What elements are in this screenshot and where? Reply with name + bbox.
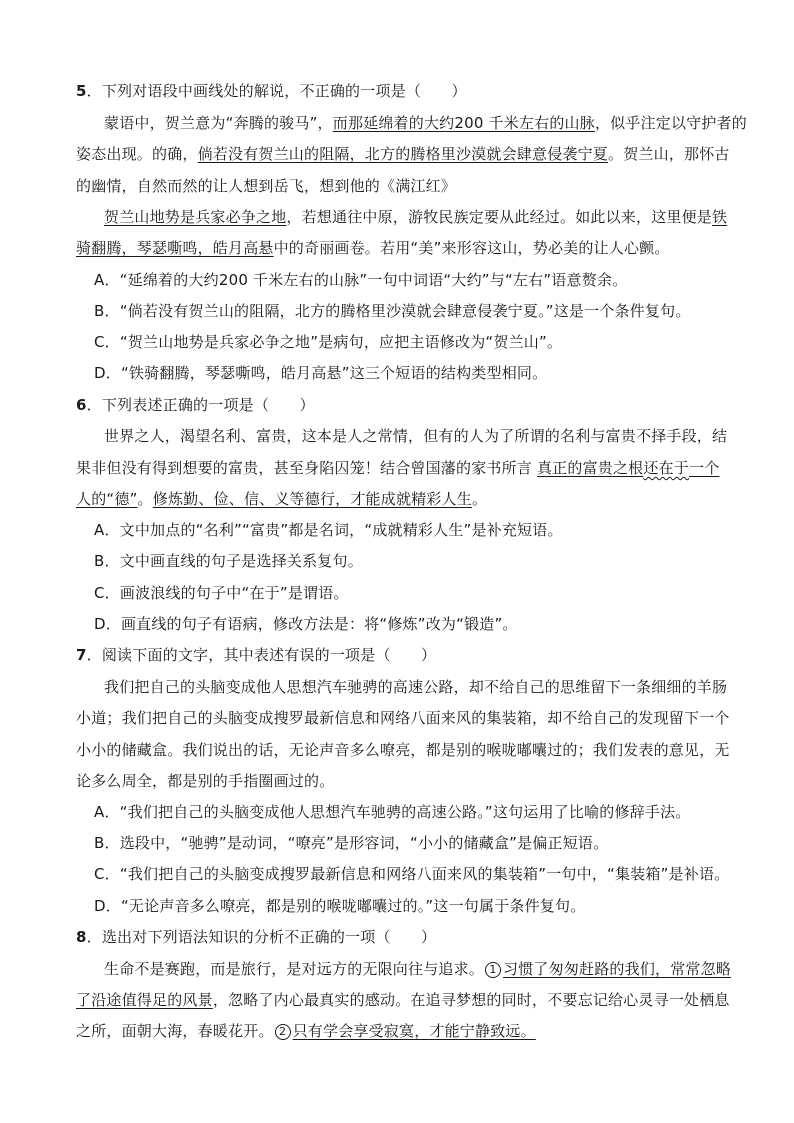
passage-line [76,990,730,1010]
passage-text: 的幽情，自然而然的让人想到岳飞，想到他的《满江红》 [76,177,457,195]
option-d: D．“铁骑翻腾，琴瑟嘶鸣，皓月高悬”这三个短语的结构类型相同。 [94,364,548,382]
passage-line [76,144,730,164]
question-8-stem [76,927,436,947]
passage-text: 中的奇丽画卷。若用“美”来形容这山，势必美的让人心颤。 [273,239,670,257]
option-a: A．“延绵着的大约200 千米左右的山脉”一句中词语“大约”与“左右”语意赘余。 [94,271,628,289]
passage-text: 。 [471,490,488,508]
option-d: D．“无论声音多么嘹亮，都是别的喉咙嘟囔过的。”这一句属于条件复句。 [94,897,586,915]
passage-line [104,207,727,227]
underlined-text: 骑翻腾，琴瑟嘶鸣，皓月高悬 [76,239,274,257]
option-b: B．选段中，“驰骋”是动词，“嘹亮”是形容词，“小小的储藏盒”是偏正短语。 [94,834,609,852]
option-b: B．“倘若没有贺兰山的阻隔，北方的腾格里沙漠就会肆意侵袭宁夏。”这是一个条件复句。 [94,302,691,320]
option-a: A．“我们把自己的头脑变成他人思想汽车驰骋的高速公路。”这句运用了比喻的修辞手法。 [94,803,691,821]
passage-text: 之所，面朝大海，春暖花开。 [76,1022,274,1040]
passage-line [76,176,456,196]
passage-text: 蒙语中，贺兰意为“奔腾的骏马”， [104,114,333,132]
underlined-text: 习惯了匆匆赶路的我们，常常忽略 [503,960,732,978]
passage-text: ，忽略了内心最真实的感动。在追寻梦想的同时，不要忘记给心灵寻一处栖息 [212,991,730,1009]
question-7-stem [76,645,436,665]
circled-number-1: 1 [485,962,501,978]
underlined-text: 真正的富贵之根 [536,459,644,477]
option-c: C．“贺兰山地势是兵家必争之地”是病句，应把主语修改为“贺兰山”。 [94,333,563,351]
question-5-stem [76,81,467,101]
wavy-underlined-text: 还在于 [643,459,689,477]
underlined-text: 人的“德” [76,490,138,508]
option-d: D．画直线的句子有语病，修改方法是：将“修炼”改为“锻造”。 [94,615,518,633]
passage-line: 小道；我们把自己的头脑变成搜罗最新信息和网络八面来风的集装箱，却不给自己的发现留下一个 [76,709,730,727]
question-text: ．下列对语段中画线处的解说，不正确的一项是（ ） [86,82,467,100]
underlined-text: 修炼勤、俭、信、义等德行，才能成就精彩人生 [152,490,472,508]
passage-text: 姿态出现。的确， [76,145,198,163]
passage-line [76,1021,536,1041]
underlined-text: 铁 [712,208,728,226]
option-a: A．文中加点的“名利”“富贵”都是名词，“成就精彩人生”是补充短语。 [94,521,563,539]
question-6-stem [76,395,315,415]
circled-number-2: 2 [275,1024,291,1040]
option-c: C．画波浪线的句子中“在于”是谓语。 [94,584,349,602]
passage-text: ，似乎注定以守护者的 [594,114,747,132]
underlined-text: 了沿途值得足的风景 [76,991,213,1009]
question-text: ．阅读下面的文字，其中表述有误的一项是（ ） [86,646,437,664]
passage-text: 。 [137,490,153,508]
passage-line [104,426,727,446]
passage-text: 世界之人，渴望名利、富贵，这本是人之常情，但有的人为了所谓的名利与富贵不择手段，结 [104,427,728,445]
passage-text: 。贺兰山，那怀古 [608,145,730,163]
passage-line [76,458,719,478]
passage-text: ，若想通往中原，游牧民族定要从此经过。如此以来，这里便是 [286,208,713,226]
question-number: 8 [76,928,87,946]
underlined-text: 而那延绵着的大约200 千米左右的山脉 [332,114,595,132]
underlined-text: 一个 [689,459,720,477]
passage-line: 我们把自己的头脑变成他人思想汽车驰骋的高速公路，却不给自己的思维留下一条细细的羊肠 [104,678,728,696]
question-number: 7 [76,646,87,664]
question-text: ．选出对下列语法知识的分析不正确的一项（ ） [86,928,437,946]
passage-text: 果非但没有得到想要的富贵，甚至身陷囚笼！结合曾国藩的家书所言 [76,459,537,477]
passage-line [76,238,670,258]
underlined-text: 倘若没有贺兰山的阻隔，北方的腾格里沙漠就会肆意侵袭宁夏 [197,145,609,163]
passage-text: 生命不是赛跑，而是旅行，是对远方的无限向往与追求。 [104,960,485,978]
passage-line [104,113,747,133]
question-number: 6 [76,396,87,414]
question-text: ．下列表述正确的一项是（ ） [86,396,315,414]
passage-line [104,959,731,979]
option-c: C．“我们把自己的头脑变成搜罗最新信息和网络八面来风的集装箱”一句中，“集装箱”是补语。 [94,865,730,883]
passage-line: 论多么周全，都是别的手指圈画过的。 [76,772,335,790]
passage-line [76,489,487,509]
question-number: 5 [76,82,87,100]
option-b: B．文中画直线的句子是选择关系复句。 [94,552,363,570]
passage-line: 小小的储藏盒。我们说出的话，无论声音多么嘹亮，都是别的喉咙嘟囔过的；我们发表的意见，无 [76,741,730,759]
underlined-text: 贺兰山地势是兵家必争之地 [104,208,287,226]
underlined-text: 只有学会享受寂寞，才能宁静致远。 [292,1022,536,1040]
